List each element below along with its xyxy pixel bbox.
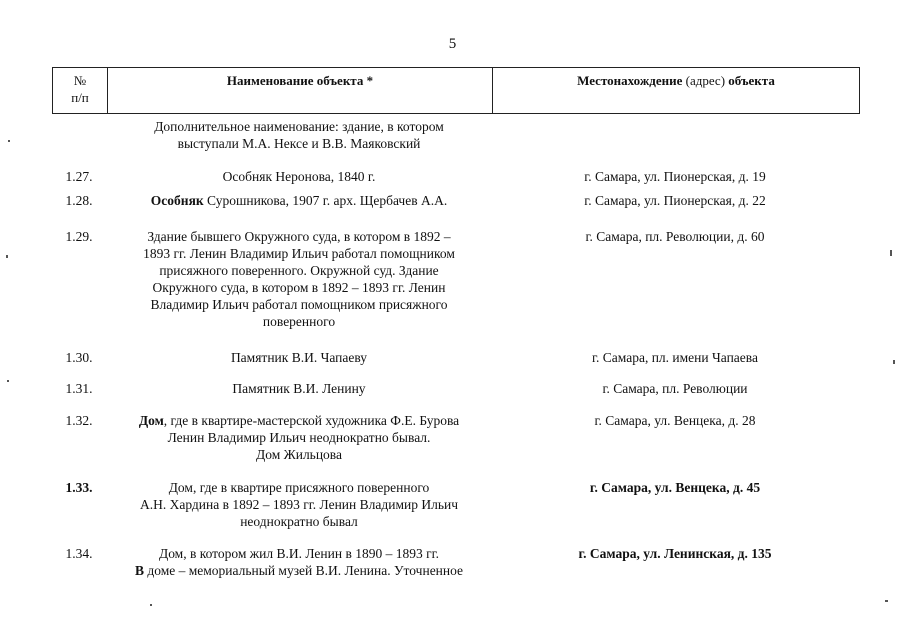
header-object-name: Наименование объекта * — [226, 73, 374, 88]
object-name: Памятник В.И. Чапаеву — [230, 350, 368, 365]
object-address: г. Самара, пл. Революции — [602, 381, 748, 396]
object-name: Особняк Неронова, 1840 г. — [222, 169, 376, 184]
row-number: 1.29. — [65, 229, 93, 244]
row-number: 1.27. — [65, 169, 93, 184]
scan-speck — [893, 360, 895, 364]
header-number: № п/п — [71, 73, 89, 105]
object-address: г. Самара, ул. Венцека, д. 45 — [589, 480, 761, 495]
scan-speck — [7, 380, 9, 382]
object-name: Памятник В.И. Ленину — [232, 381, 366, 396]
object-name: Здание бывшего Окружного суда, в котором в 1892 – 1893 гг. Ленин Владимир Ильич работал помощником присяжного поверенного. Окружной суд. Здание Окружного суда, в котором в 1892 – 1893 гг. Ленин Владимир Ильич работал помощником присяжного поверенного — [143, 229, 455, 329]
scan-speck — [890, 250, 892, 256]
object-address: г. Самара, пл. Революции, д. 60 — [585, 229, 765, 244]
object-name: Дом, где в квартире присяжного поверенного А.Н. Хардина в 1892 – 1893 гг. Ленин Владимир Ильич неоднократно бывал — [139, 480, 459, 529]
row-number: 1.28. — [65, 193, 93, 208]
header-object-location: Местонахождение (адрес) объекта — [577, 73, 775, 88]
object-name: Дополнительное наименование: здание, в котором выступали М.А. Нексе и В.В. Маяковский — [154, 119, 444, 151]
page-number: 5 — [448, 36, 457, 52]
row-number: 1.32. — [65, 413, 93, 428]
object-name: Особняк Сурошникова, 1907 г. арх. Щербачев А.А. — [150, 193, 448, 208]
object-address: г. Самара, ул. Ленинская, д. 135 — [578, 546, 772, 561]
table-header — [52, 67, 860, 114]
row-number: 1.30. — [65, 350, 93, 365]
object-name: Дом, в котором жил В.И. Ленин в 1890 – 1893 гг. В доме – мемориальный музей В.И. Ленина. Уточненное — [134, 546, 464, 578]
object-address: г. Самара, ул. Пионерская, д. 22 — [584, 193, 766, 208]
scan-speck — [150, 604, 152, 606]
object-name: Дом, где в квартире-мастерской художника Ф.Е. Бурова Ленин Владимир Ильич неоднократно бывал. Дом Жильцова — [138, 413, 460, 462]
row-number: 1.33. — [65, 480, 93, 495]
row-number: 1.31. — [65, 381, 93, 396]
row-number: 1.34. — [65, 546, 93, 561]
scan-speck — [885, 600, 888, 602]
scan-speck — [6, 255, 8, 258]
object-address: г. Самара, пл. имени Чапаева — [592, 350, 758, 365]
object-address: г. Самара, ул. Пионерская, д. 19 — [584, 169, 766, 184]
object-address: г. Самара, ул. Венцека, д. 28 — [594, 413, 756, 428]
scan-speck — [8, 140, 10, 142]
